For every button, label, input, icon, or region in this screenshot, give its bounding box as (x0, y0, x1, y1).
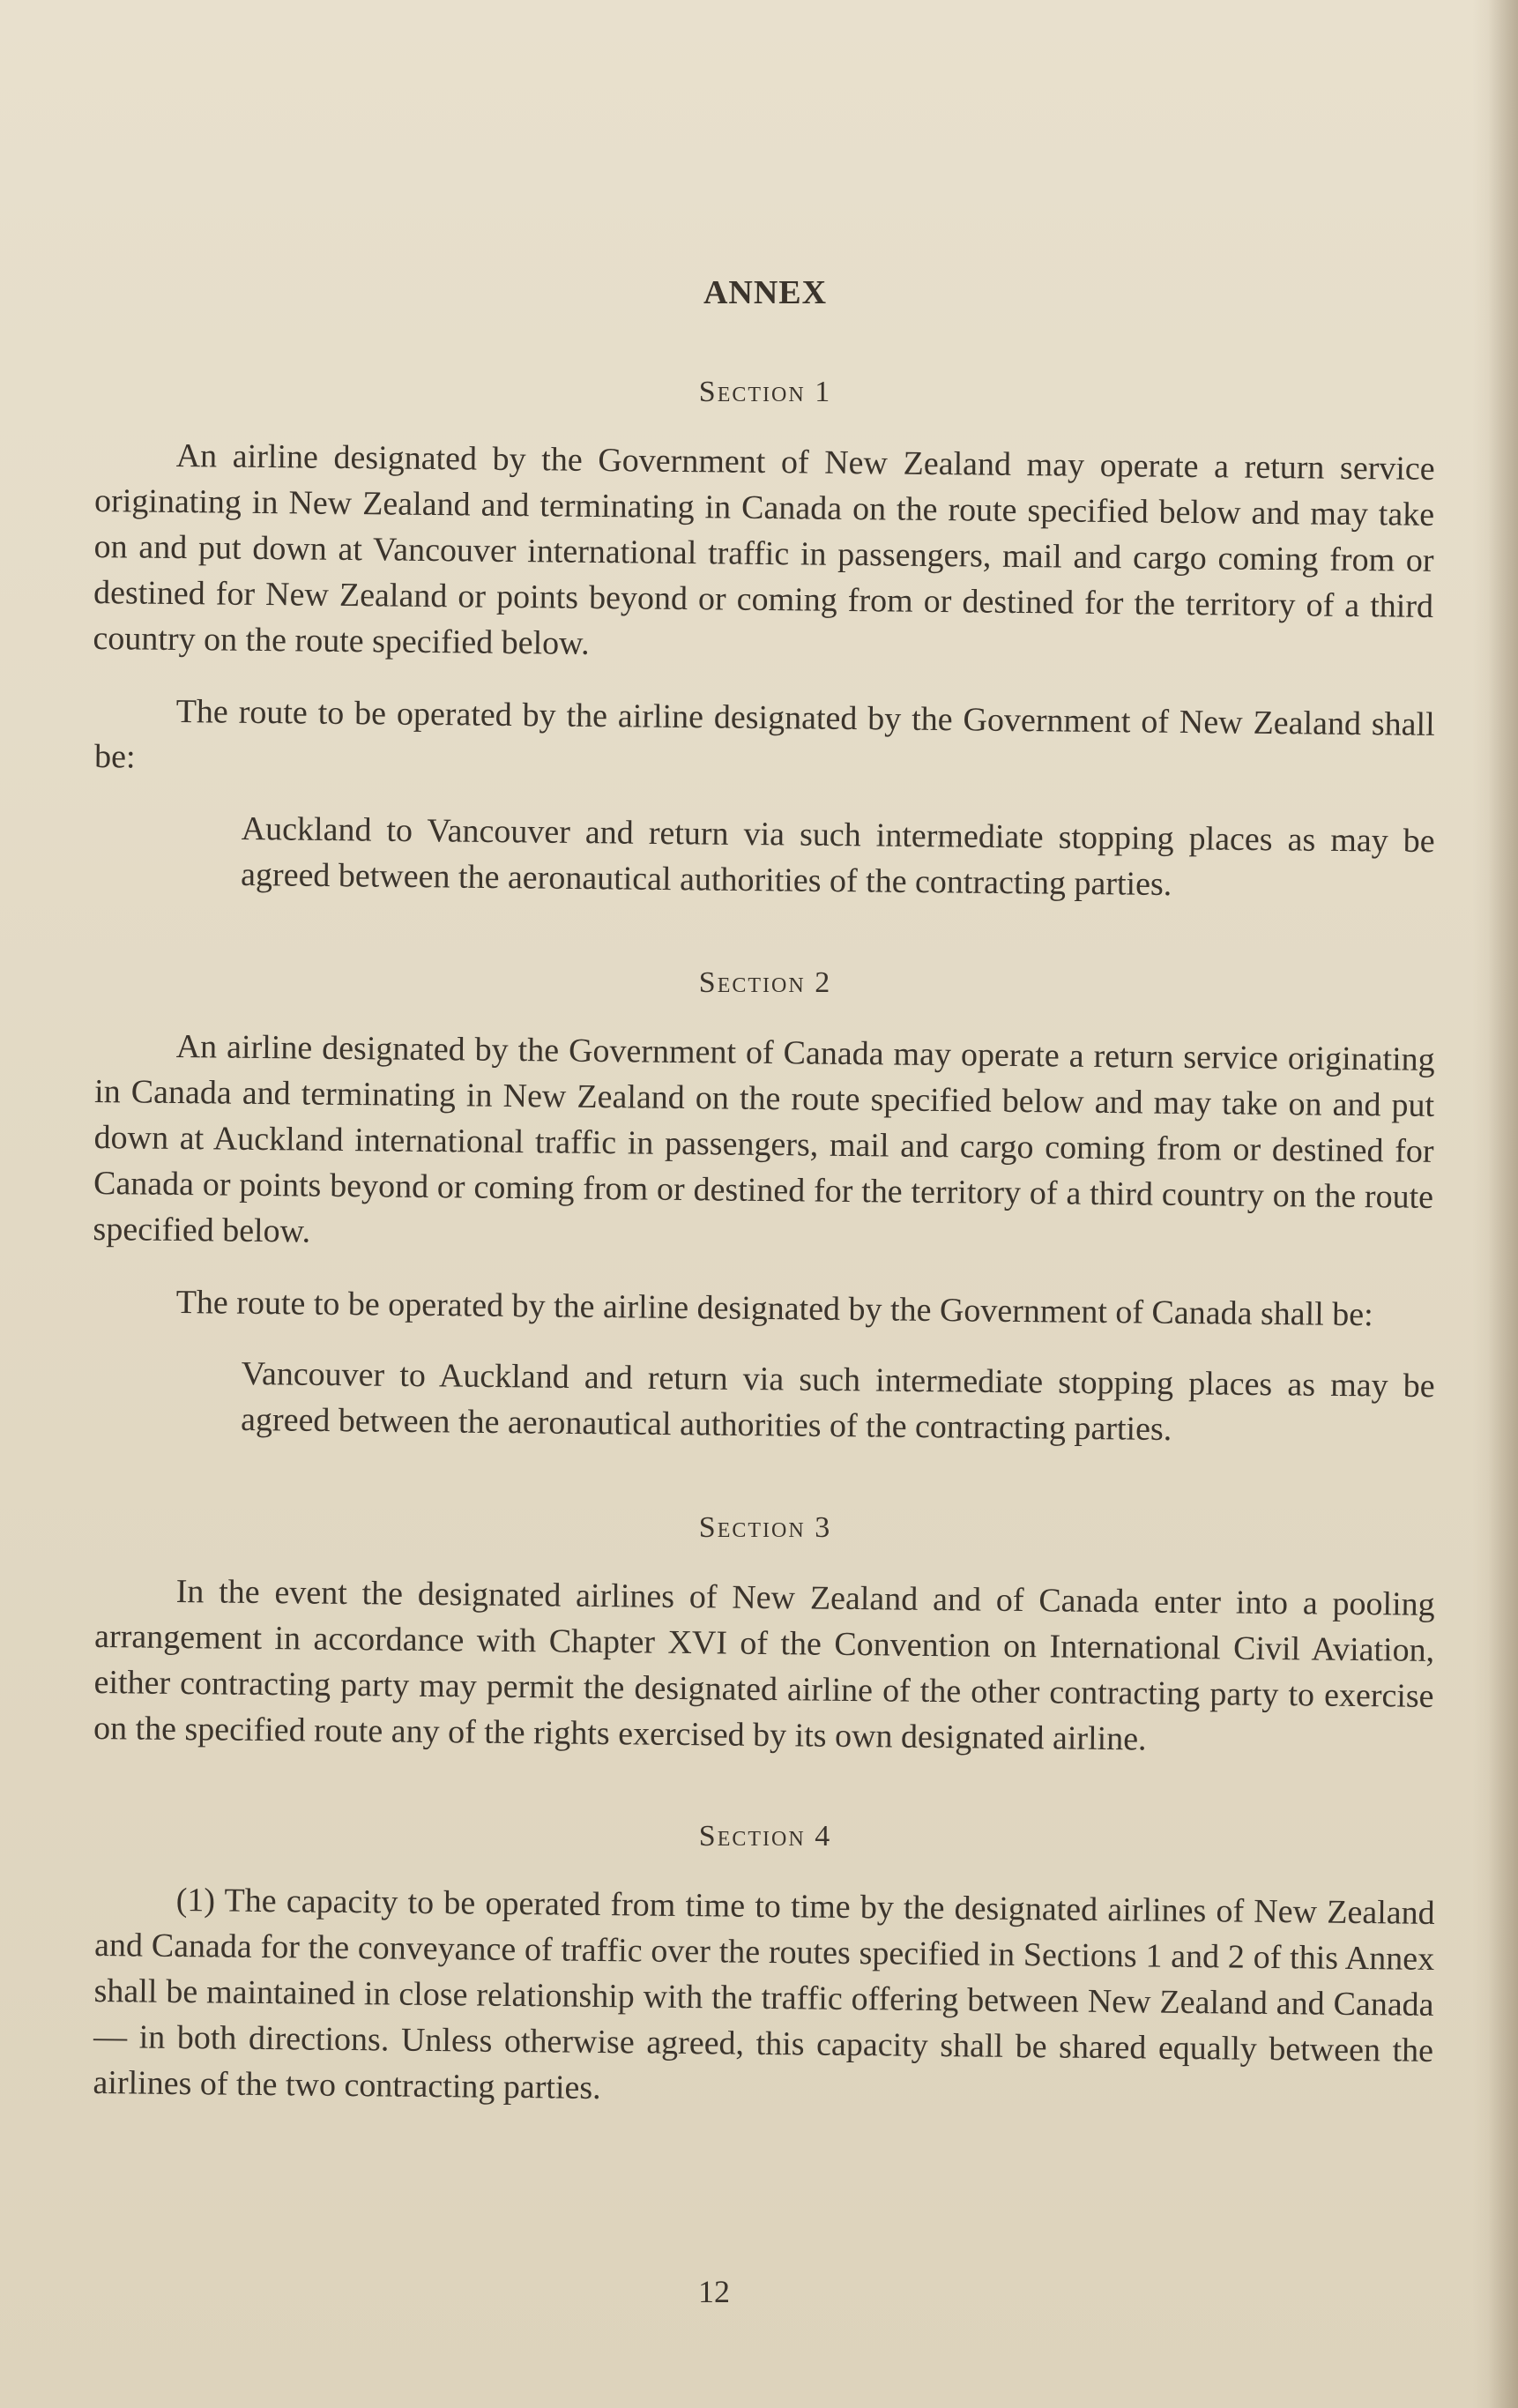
route-description: Vancouver to Auckland and return via such intermediate stopping places as may be agreed between the aeronautical authorities of the contracting parties. (240, 1354, 1435, 1449)
section-heading: Section 2 (698, 966, 832, 999)
page-edge-shadow (1488, 0, 1518, 2408)
section-heading: Section 4 (698, 1820, 832, 1853)
annex-title: ANNEX (703, 274, 828, 311)
page-number: 12 (698, 2274, 730, 2309)
section-1 (93, 376, 1435, 904)
section-heading: Section 1 (698, 376, 832, 408)
section-paragraph: In the event the designated airlines of New Zealand and of Canada enter into a pooling arrangement in accordance with Chapter XVI of the Convention on International Civil Aviation, either contracting party may permit the designated airline of the other contracting party to exercise on the specified route any of the rights exercised by its own designated airline. (93, 1572, 1435, 1758)
route-description: Auckland to Vancouver and return via such intermediate stopping places as may be agreed between the aeronautical authorities of the contracting parties. (240, 809, 1435, 904)
section-4 (95, 1820, 1435, 2106)
section-paragraph: An airline designated by the Government of Canada may operate a return service originating in Canada and terminating in New Zealand on the route specified below and may take on and put down at Auckland international traffic in passengers, mail and cargo coming from or destined for Canada or points beyond or coming from or destined for the territory of a third country on the route specified below. (93, 1027, 1435, 1250)
section-paragraph: An airline designated by the Government of New Zealand may operate a return service originating in New Zealand and terminating in Canada on the route specified below and may take on and put down at Vancouver international traffic in passengers, mail and cargo coming from or destined for New Zealand or points beyond or coming from or destined for the territory of a third country on the route specified below. (93, 436, 1435, 662)
section-paragraph: The route to be operated by the airline designated by the Government of Canada shall be: (175, 1283, 1373, 1334)
section-2 (93, 966, 1435, 1449)
section-paragraph: The route to be operated by the airline designated by the Government of New Zealand shall be: (93, 692, 1435, 776)
annex-body (95, 265, 1435, 2132)
section-3 (93, 1511, 1435, 1758)
section-heading: Section 3 (698, 1511, 832, 1544)
section-paragraph: (1) The capacity to be operated from time to time by the designated airlines of New Zealand and Canada for the conveyance of traffic over the routes specified in Sections 1 and 2 of this Annex shall be maintained in close relationship with the traffic offering between New Zealand and Canada — in both directions. Unless otherwise agreed, this capacity shall be shared equally between the airlines of the two contracting parties. (93, 1881, 1435, 2107)
